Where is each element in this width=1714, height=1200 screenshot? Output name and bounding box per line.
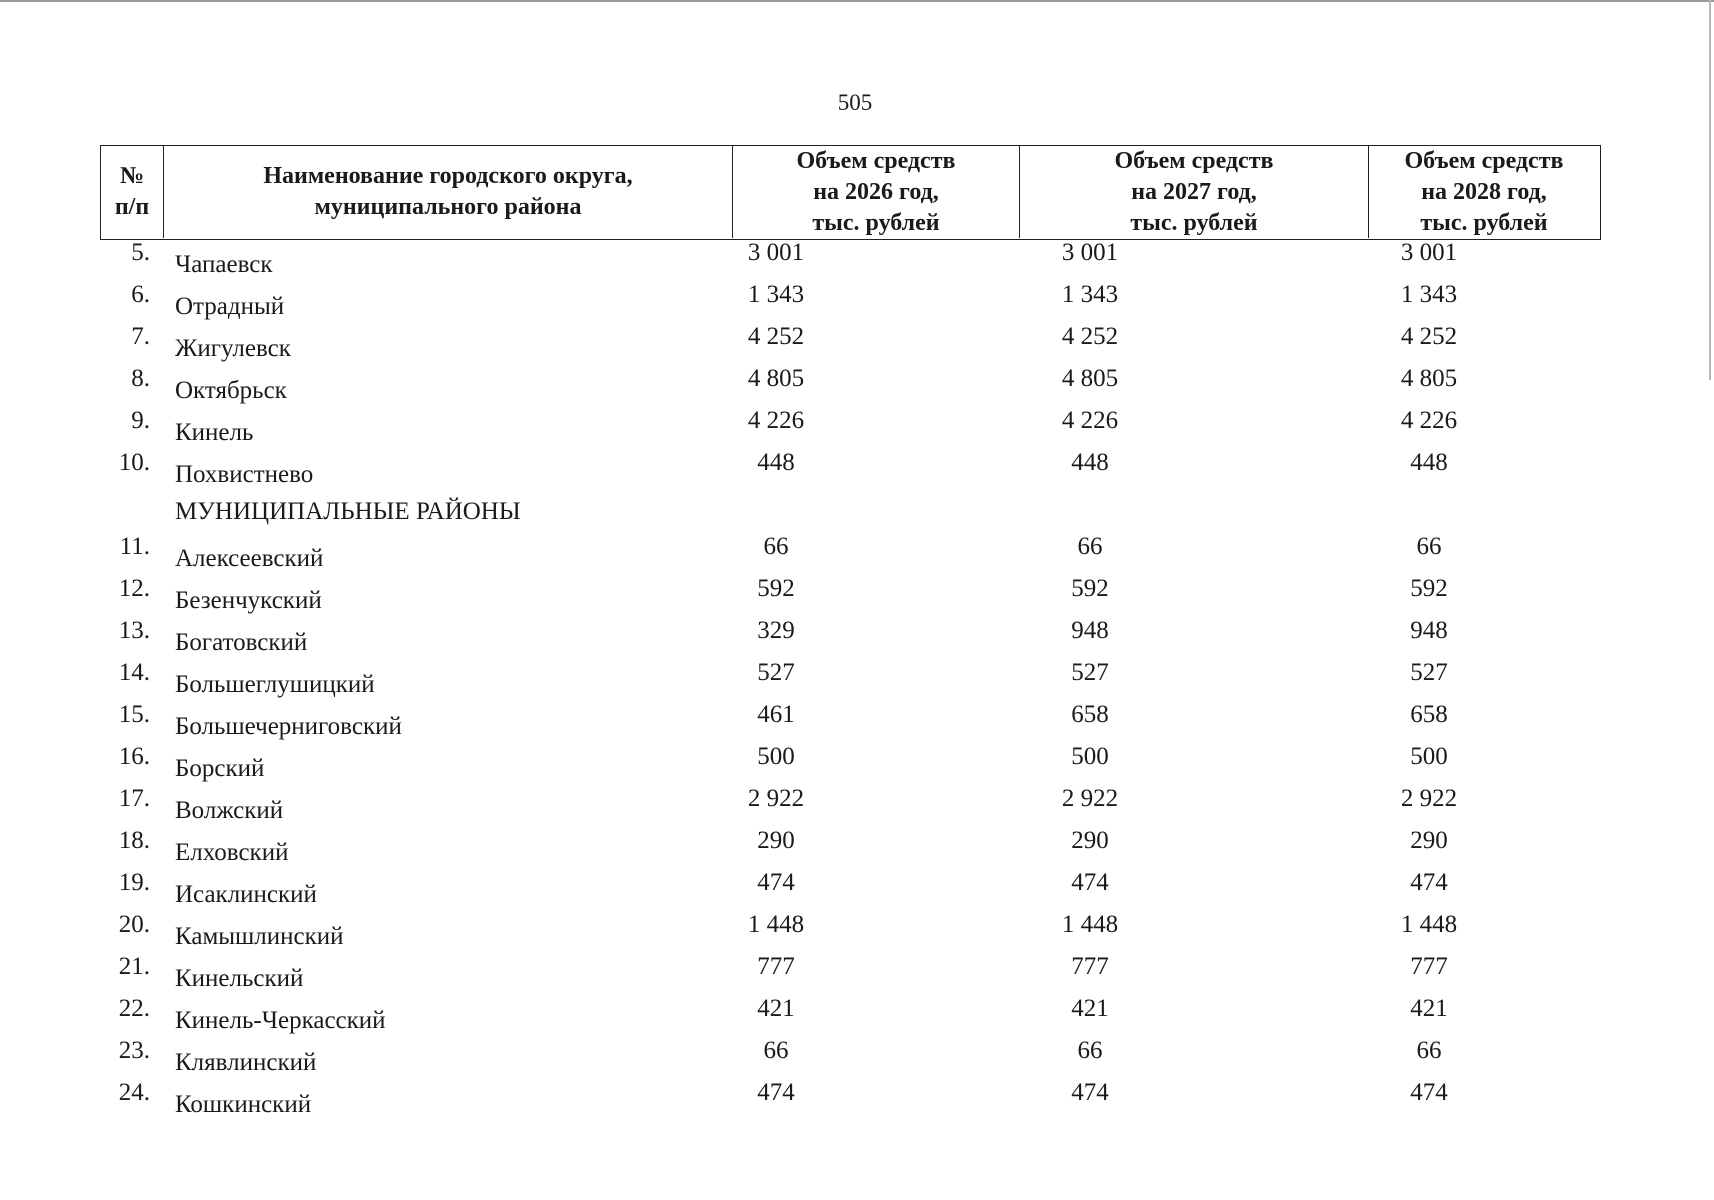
- row-name: Большеглушицкий: [175, 671, 375, 698]
- row-name: Волжский: [175, 797, 284, 824]
- table-row: [100, 785, 1601, 830]
- value-2027: 1 343: [1061, 281, 1119, 308]
- scan-edge-top: [0, 0, 1714, 2]
- header-2028: [1369, 146, 1599, 238]
- header-name: [164, 146, 733, 238]
- table-row: [100, 407, 1601, 452]
- row-number: 15.: [118, 701, 150, 728]
- value-2026: 290: [757, 827, 795, 854]
- section-title: МУНИЦИПАЛЬНЫЕ РАЙОНЫ: [175, 498, 521, 525]
- header-2027: [1020, 146, 1369, 238]
- value-2026: 461: [757, 701, 795, 728]
- table-row: [100, 995, 1601, 1040]
- table-row: [100, 323, 1601, 368]
- value-2026: 66: [763, 533, 789, 560]
- value-2026: 1 343: [747, 281, 805, 308]
- header-2026-line: Объем средств: [796, 147, 956, 174]
- row-name: Богатовский: [175, 629, 308, 656]
- value-2027: 3 001: [1061, 239, 1119, 266]
- value-2028: 448: [1410, 449, 1448, 476]
- scan-edge-right: [1709, 0, 1711, 380]
- value-2027: 1 448: [1061, 911, 1119, 938]
- row-name: Жигулевск: [175, 335, 291, 362]
- table-row: [100, 533, 1601, 578]
- table-row: [100, 239, 1601, 284]
- row-name: Похвистнево: [175, 461, 314, 488]
- row-number: 19.: [118, 869, 150, 896]
- header-2027-line: тыс. рублей: [1130, 209, 1258, 236]
- value-2026: 4 226: [747, 407, 805, 434]
- value-2028: 4 226: [1400, 407, 1458, 434]
- table-row: [100, 911, 1601, 956]
- row-number: 11.: [119, 533, 150, 560]
- table-row: [100, 281, 1601, 326]
- row-number: 13.: [118, 617, 150, 644]
- table-row: [100, 449, 1601, 494]
- value-2028: 777: [1410, 953, 1448, 980]
- value-2027: 2 922: [1061, 785, 1119, 812]
- value-2027: 66: [1077, 533, 1103, 560]
- value-2028: 1 343: [1400, 281, 1458, 308]
- value-2026: 329: [757, 617, 795, 644]
- row-name: Борский: [175, 755, 265, 782]
- value-2026: 421: [757, 995, 795, 1022]
- row-number: 14.: [118, 659, 150, 686]
- value-2028: 421: [1410, 995, 1448, 1022]
- row-name: Кинель-Черкасский: [175, 1007, 386, 1034]
- row-name: Отрадный: [175, 293, 285, 320]
- table-row: [100, 869, 1601, 914]
- header-number: [101, 146, 164, 238]
- value-2026: 4 252: [747, 323, 805, 350]
- header-2028-line: тыс. рублей: [1420, 209, 1548, 236]
- header-name-line: Наименование городского округа,: [263, 163, 633, 189]
- row-number: 18.: [118, 827, 150, 854]
- row-name: Октябрьск: [175, 377, 287, 404]
- row-number: 24.: [118, 1079, 150, 1106]
- row-number: 9.: [131, 407, 150, 434]
- value-2028: 658: [1410, 701, 1448, 728]
- header-number-line: п/п: [114, 194, 150, 220]
- value-2026: 3 001: [747, 239, 805, 266]
- row-name: Большечерниговский: [175, 713, 402, 740]
- value-2026: 448: [757, 449, 795, 476]
- row-number: 5.: [131, 239, 150, 266]
- value-2027: 4 226: [1061, 407, 1119, 434]
- header-name-line: муниципального района: [314, 194, 582, 220]
- table-row: [100, 365, 1601, 410]
- row-name: Алексеевский: [175, 545, 324, 572]
- table-row: [100, 953, 1601, 998]
- table-row: [100, 743, 1601, 788]
- row-number: 10.: [118, 449, 150, 476]
- value-2026: 777: [757, 953, 795, 980]
- row-number: 20.: [118, 911, 150, 938]
- value-2028: 66: [1416, 1037, 1442, 1064]
- row-number: 21.: [118, 953, 150, 980]
- value-2026: 500: [757, 743, 795, 770]
- value-2028: 290: [1410, 827, 1448, 854]
- value-2026: 474: [757, 1079, 795, 1106]
- table-row: [100, 1037, 1601, 1082]
- row-name: Камышлинский: [175, 923, 344, 950]
- value-2027: 474: [1071, 1079, 1109, 1106]
- row-number: 7.: [131, 323, 150, 350]
- value-2027: 421: [1071, 995, 1109, 1022]
- header-2027-line: Объем средств: [1114, 147, 1274, 174]
- header-2028-line: Объем средств: [1404, 147, 1564, 174]
- row-number: 17.: [118, 785, 150, 812]
- value-2028: 1 448: [1400, 911, 1458, 938]
- value-2027: 948: [1071, 617, 1109, 644]
- row-number: 6.: [131, 281, 150, 308]
- header-2026-line: на 2026 год,: [813, 178, 939, 205]
- value-2026: 4 805: [747, 365, 805, 392]
- header-number-line: №: [119, 163, 145, 189]
- value-2028: 4 805: [1400, 365, 1458, 392]
- page-number: 505: [837, 90, 873, 115]
- table-row: [100, 575, 1601, 620]
- table-row: [100, 827, 1601, 872]
- value-2027: 4 805: [1061, 365, 1119, 392]
- row-number: 16.: [118, 743, 150, 770]
- row-number: 22.: [118, 995, 150, 1022]
- value-2027: 290: [1071, 827, 1109, 854]
- value-2028: 948: [1410, 617, 1448, 644]
- value-2027: 500: [1071, 743, 1109, 770]
- row-name: Кинель: [175, 419, 254, 446]
- header-2028-line: на 2028 год,: [1421, 178, 1547, 205]
- value-2028: 474: [1410, 1079, 1448, 1106]
- value-2028: 474: [1410, 869, 1448, 896]
- row-name: Чапаевск: [175, 251, 273, 278]
- value-2028: 527: [1410, 659, 1448, 686]
- value-2028: 592: [1410, 575, 1448, 602]
- table-row: [100, 659, 1601, 704]
- value-2027: 448: [1071, 449, 1109, 476]
- header-2026: [733, 146, 1020, 238]
- header-2027-line: на 2027 год,: [1131, 178, 1257, 205]
- value-2028: 4 252: [1400, 323, 1458, 350]
- value-2027: 527: [1071, 659, 1109, 686]
- table-header: [100, 145, 1601, 240]
- table-row: [100, 701, 1601, 746]
- value-2028: 3 001: [1400, 239, 1458, 266]
- row-name: Безенчукский: [175, 587, 322, 614]
- row-name: Елховский: [175, 839, 289, 866]
- row-name: Кошкинский: [175, 1091, 312, 1118]
- row-name: Исаклинский: [175, 881, 317, 908]
- value-2027: 658: [1071, 701, 1109, 728]
- value-2026: 1 448: [747, 911, 805, 938]
- row-number: 8.: [131, 365, 150, 392]
- row-name: Кинельский: [175, 965, 304, 992]
- value-2026: 66: [763, 1037, 789, 1064]
- table-row: [100, 1079, 1601, 1124]
- value-2027: 474: [1071, 869, 1109, 896]
- row-number: 12.: [118, 575, 150, 602]
- value-2027: 4 252: [1061, 323, 1119, 350]
- value-2026: 592: [757, 575, 795, 602]
- header-2026-line: тыс. рублей: [812, 209, 940, 236]
- value-2027: 66: [1077, 1037, 1103, 1064]
- value-2028: 500: [1410, 743, 1448, 770]
- value-2026: 2 922: [747, 785, 805, 812]
- value-2028: 2 922: [1400, 785, 1458, 812]
- value-2028: 66: [1416, 533, 1442, 560]
- value-2027: 777: [1071, 953, 1109, 980]
- row-name: Клявлинский: [175, 1049, 317, 1076]
- row-number: 23.: [118, 1037, 150, 1064]
- table-row: [100, 617, 1601, 662]
- value-2026: 474: [757, 869, 795, 896]
- value-2026: 527: [757, 659, 795, 686]
- value-2027: 592: [1071, 575, 1109, 602]
